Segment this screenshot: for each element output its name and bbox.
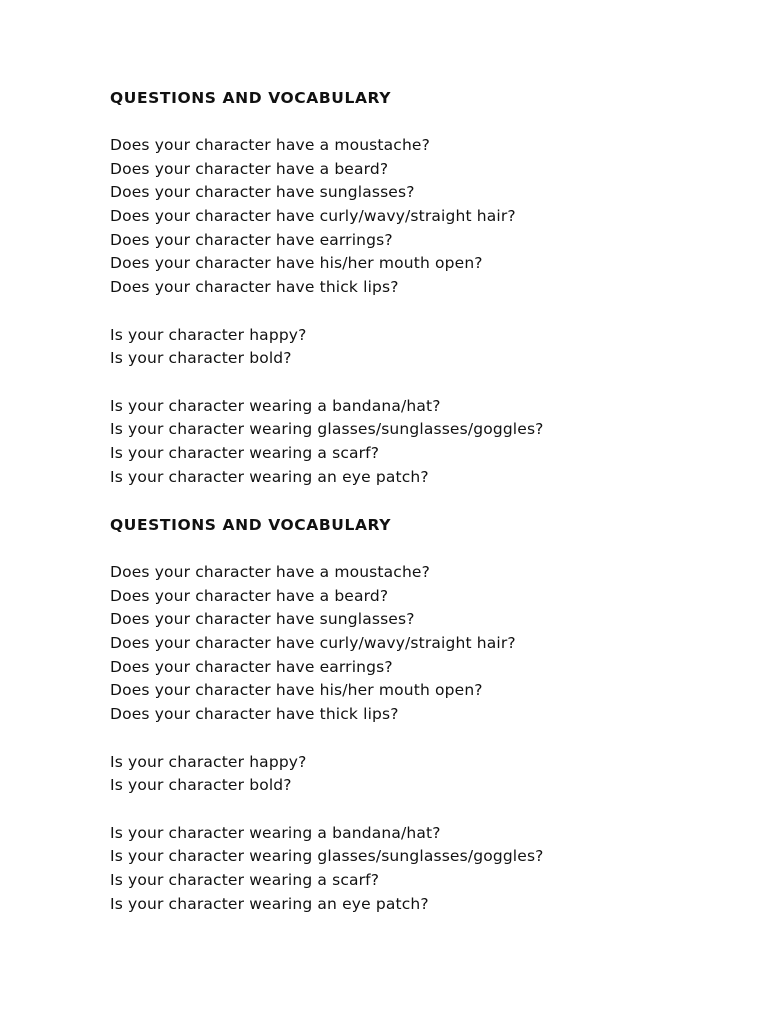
question-line: Is your character wearing a scarf? (110, 443, 380, 462)
question-line: Is your character wearing an eye patch? (110, 467, 429, 486)
question-line: Does your character have a moustache? (110, 136, 430, 154)
question-line: Does your character have earrings? (110, 657, 393, 676)
question-line: Does your character have earrings? (110, 230, 393, 249)
question-group-is (110, 324, 750, 371)
question-line: Is your character wearing an eye patch? (110, 894, 429, 913)
question-line: Does your character have his/her mouth open? (110, 254, 483, 273)
question-group-have (110, 134, 750, 300)
question-line: Does your character have a moustache? (110, 563, 430, 581)
section-title: QUESTIONS AND VOCABULARY (110, 516, 392, 534)
question-line: Is your character wearing a bandana/hat? (110, 823, 441, 842)
question-line: Is your character happy? (110, 325, 307, 344)
question-line: Does your character have thick lips? (110, 278, 399, 297)
question-line: Does your character have sunglasses? (110, 610, 415, 629)
question-group-is (110, 751, 750, 798)
question-line: Is your character wearing glasses/sunglasses/goggles? (110, 847, 544, 866)
question-line: Does your character have curly/wavy/straight hair? (110, 634, 516, 653)
question-line: Does your character have his/her mouth open? (110, 681, 483, 700)
document-page (110, 86, 750, 916)
question-line: Is your character wearing a scarf? (110, 870, 380, 889)
question-line: Does your character have curly/wavy/straight hair? (110, 207, 516, 226)
question-line: Does your character have a beard? (110, 586, 389, 605)
question-group-wearing (110, 822, 750, 917)
section-1 (110, 86, 750, 489)
question-line: Is your character wearing a bandana/hat? (110, 396, 441, 415)
question-line: Is your character wearing glasses/sunglasses/goggles? (110, 420, 544, 439)
question-line: Does your character have thick lips? (110, 705, 399, 724)
question-group-wearing (110, 395, 750, 490)
question-line: Is your character happy? (110, 752, 307, 771)
section-title: QUESTIONS AND VOCABULARY (110, 89, 392, 107)
question-line: Is your character bold? (110, 349, 292, 368)
section-2 (110, 513, 750, 916)
question-group-have (110, 561, 750, 727)
question-line: Does your character have sunglasses? (110, 183, 415, 202)
question-line: Is your character bold? (110, 776, 292, 795)
question-line: Does your character have a beard? (110, 159, 389, 178)
